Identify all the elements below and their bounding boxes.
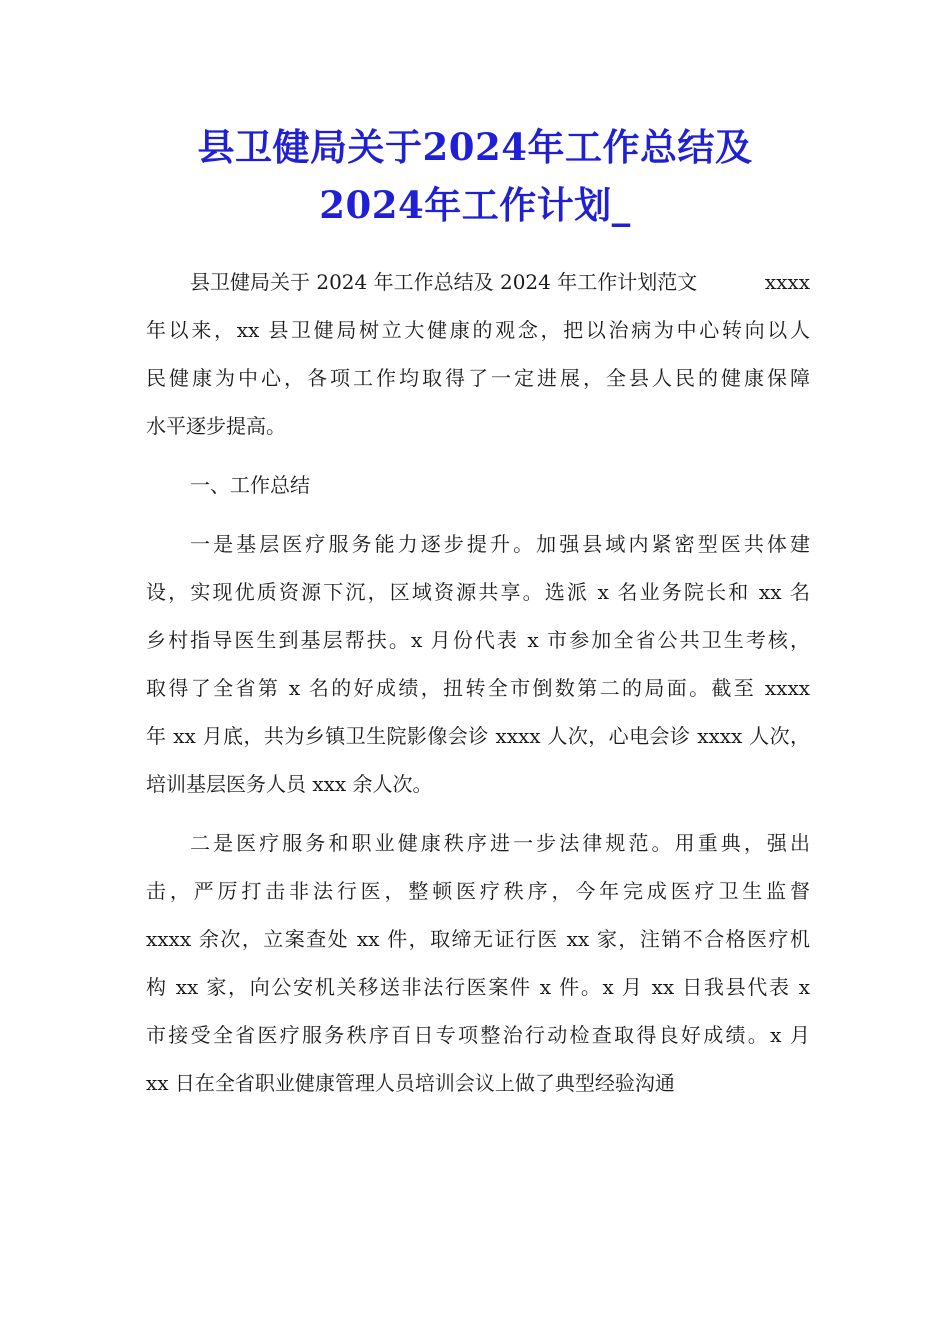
paragraph-second-item <box>146 819 810 1107</box>
text-line: 一、工作总结 <box>190 473 310 497</box>
paragraph-first-item <box>146 520 810 808</box>
text-line: 击，严厉打击非法行医，整顿医疗秩序，今年完成医疗卫生监督 <box>146 879 810 903</box>
text-line: 年 xx 月底，共为乡镇卫生院影像会诊 xxxx 人次，心电会诊 xxxx 人次， <box>146 724 810 748</box>
text-line: 乡村指导医生到基层帮扶。x 月份代表 x 市参加全省公共卫生考核， <box>146 628 810 652</box>
text-line: xxxx 余次，立案查处 xx 件，取缔无证行医 xx 家，注销不合格医疗机 <box>146 927 810 951</box>
text-line: 民健康为中心，各项工作均取得了一定进展，全县人民的健康保障 <box>146 366 810 390</box>
text-line: 水平逐步提高。 <box>146 414 286 438</box>
text-line: 构 xx 家，向公安机关移送非法行医案件 x 件。x 月 xx 日我县代表 x <box>146 975 810 999</box>
text-line: 市接受全省医疗服务秩序百日专项整治行动检查取得良好成绩。x 月 <box>146 1023 810 1047</box>
document-title <box>120 118 830 234</box>
title-line-1: 县卫健局关于2024年工作总结及 <box>197 125 753 169</box>
title-line-2: 2024年工作计划_ <box>319 183 631 227</box>
text-line: xx 日在全省职业健康管理人员培训会议上做了典型经验沟通 <box>146 1071 675 1095</box>
text-line-left: 县卫健局关于 2024 年工作总结及 2024 年工作计划范文 <box>190 270 698 294</box>
paragraph-intro <box>146 258 810 450</box>
text-line-right: xxxx <box>764 270 810 294</box>
document-body <box>146 258 810 1118</box>
text-line: 设，实现优质资源下沉，区域资源共享。选派 x 名业务院长和 xx 名 <box>146 580 810 604</box>
text-line: 取得了全省第 x 名的好成绩，扭转全市倒数第二的局面。截至 xxxx <box>146 676 810 700</box>
text-line: 培训基层医务人员 xxx 余人次。 <box>146 772 433 796</box>
text-line: 二是医疗服务和职业健康秩序进一步法律规范。用重典，强出 <box>190 831 810 855</box>
text-line <box>146 258 810 306</box>
text-line: 一是基层医疗服务能力逐步提升。加强县域内紧密型医共体建 <box>190 532 810 556</box>
section-heading <box>146 461 810 509</box>
text-line: 年以来，xx 县卫健局树立大健康的观念，把以治病为中心转向以人 <box>146 318 810 342</box>
